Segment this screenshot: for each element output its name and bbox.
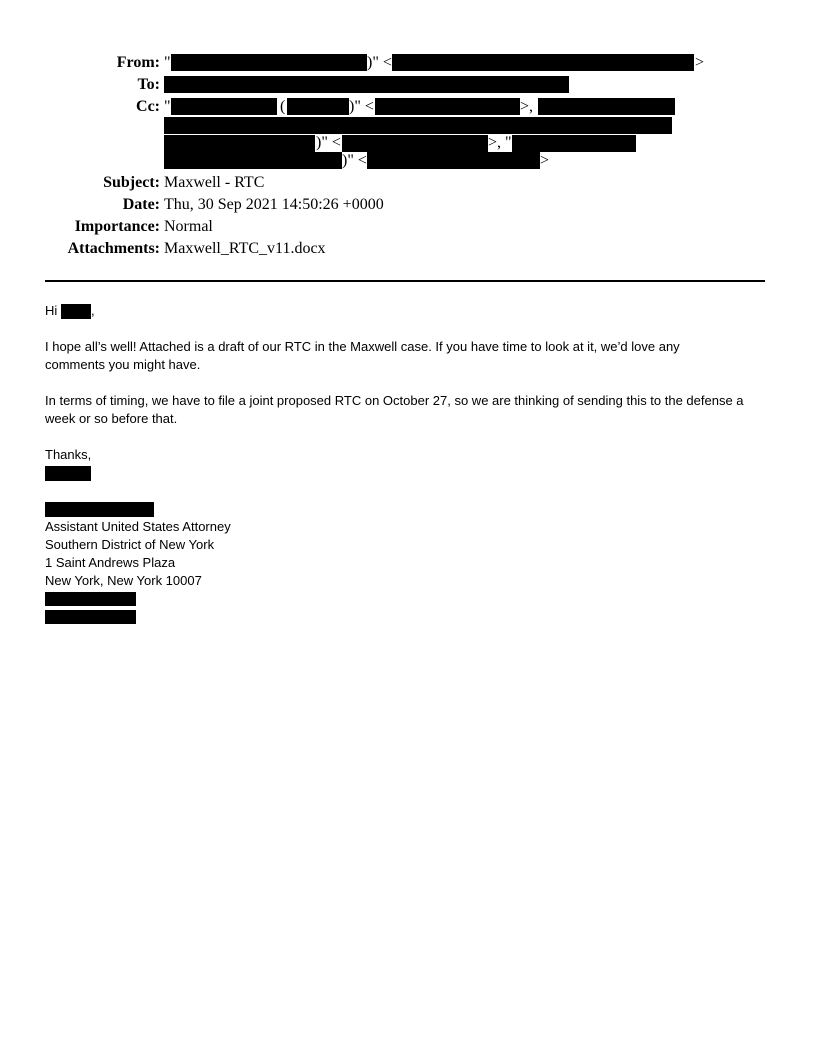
to-label: To: [137, 76, 160, 93]
redaction-box [45, 610, 136, 624]
signature-street: 1 Saint Andrews Plaza [45, 555, 176, 570]
cc-punct: >, " [488, 134, 512, 151]
redaction-box [538, 98, 675, 115]
body-line: week or so before that. [45, 411, 178, 426]
cc-label: Cc: [136, 98, 160, 115]
redaction-box [61, 304, 91, 319]
redaction-box [287, 98, 349, 115]
redaction-box [164, 135, 315, 152]
body-line: I hope all’s well! Attached is a draft of our RTC in the Maxwell case. If you have time to look at it, we’d love any [45, 339, 680, 354]
cc-punct: >, [520, 98, 534, 115]
cc-punct: )" < [316, 134, 341, 151]
redaction-box [45, 592, 136, 606]
redaction-box [171, 98, 277, 115]
signature-title: Assistant United States Attorney [45, 519, 231, 534]
cc-punct: )" < [342, 152, 367, 169]
date-label: Date: [122, 196, 160, 213]
redaction-box [164, 76, 569, 93]
greeting [45, 302, 57, 320]
redaction-box [392, 54, 694, 71]
redaction-box [45, 502, 154, 517]
attachment-filename[interactable]: Maxwell_RTC_v11.docx [164, 240, 326, 257]
signoff: Thanks, [45, 447, 92, 462]
subject-label: Subject: [103, 174, 160, 191]
redaction-box [171, 54, 367, 71]
redaction-box [342, 135, 488, 152]
greeting-text: Hi [45, 303, 58, 318]
cc-punct: )" < [349, 98, 374, 115]
redaction-box [375, 98, 520, 115]
signature-city: New York, New York 10007 [45, 573, 202, 588]
importance-value: Normal [164, 218, 213, 235]
cc-punct: " [164, 98, 171, 115]
redaction-box [164, 117, 672, 134]
attachments-label: Attachments: [67, 240, 160, 257]
redaction-box [367, 152, 540, 169]
cc-punct: > [540, 152, 550, 169]
from-punct: )" < [367, 54, 392, 71]
from-label: From: [116, 54, 160, 71]
cc-punct: ( [280, 98, 286, 115]
importance-label: Importance: [74, 218, 160, 235]
redaction-box [45, 466, 91, 481]
redaction-box [164, 152, 342, 169]
body-line: comments you might have. [45, 357, 201, 372]
redaction-box [512, 135, 636, 152]
greeting-comma: , [91, 303, 95, 318]
body-line: In terms of timing, we have to file a joint proposed RTC on October 27, so we are thinking of sending this to the defense a [45, 393, 744, 408]
signature-office: Southern District of New York [45, 537, 215, 552]
subject-value: Maxwell - RTC [164, 174, 265, 191]
header-divider [45, 280, 765, 282]
from-punct: > [695, 54, 705, 71]
date-value: Thu, 30 Sep 2021 14:50:26 +0000 [164, 196, 384, 213]
from-punct: " [164, 54, 171, 71]
